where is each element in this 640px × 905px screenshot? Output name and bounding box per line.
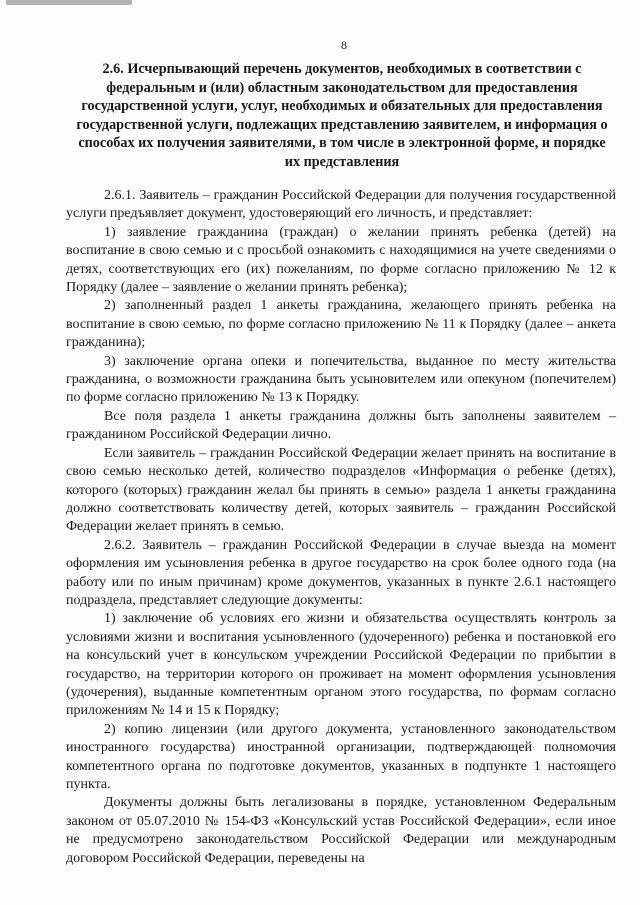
list-item-questionnaire: 2) заполненный раздел 1 анкеты гражданина, желающего принять ребенка на воспитание в свою семью, по форме согласно приложению № 11 к Порядку (далее – анкета гражданина); — [66, 298, 616, 351]
list-item-license-copy: 2) копию лицензии (или другого документа, установленного законодательством иностранного государства) иностранной организации, подтверждающей полномочия компетентного органа по подготовке документов, указанных в подпункте 1 настоящего пункта. — [66, 721, 616, 792]
paragraph-2-6-2: 2.6.2. Заявитель – гражданин Российской Федерации в случае выезда на момент оформления им усыновления ребенка в другое государство на срок более одного года (на работу или по иным причинам) кроме документов, указанных в пункте 2.6.1 настоящего подраздела, представляет следующие документы: — [66, 537, 616, 608]
list-item-living-conditions: 1) заключение об условиях его жизни и обязательства осуществлять контроль за условиями жизни и воспитания усыновленного (удочеренного) ребенка и постановкой его на консульский учет в консульском учреждении Российской Федерации по прибытии в государство, на территории которого он проживает на момент оформления усыновления (удочерения), выданные компетентным органом этого государства, по формам согласно приложениям № 14 и 15 к Порядку; — [66, 611, 616, 719]
section-body — [66, 187, 616, 868]
section-heading: 2.6. Исчерпывающий перечень документов, необходимых в соответствии с федеральным и (или) областным законодательством для предоставления государственной услуги, услуг, необходимых и обязательных для предоставления государственной услуги, подлежащих представлению заявителем, и информация о способах их получения заявителями, в том числе в электронной форме, и порядке их представления — [76, 61, 608, 170]
paragraph-fields-requirement: Все поля раздела 1 анкеты гражданина должны быть заполнены заявителем – гражданином Российской Федерации лично. — [66, 408, 616, 443]
list-item-application: 1) заявление гражданина (граждан) о желании принять ребенка (детей) на воспитание в свою семью и с просьбой ознакомить с находящимися на учете сведениями о детях, соответствующих его (их) пожеланиям, по форме согласно приложению № 12 к Порядку (далее – заявление о желании принять ребенка); — [66, 224, 616, 296]
page-number: 8 — [341, 38, 347, 52]
paragraph-legalization: Документы должны быть легализованы в порядке, установленном Федеральным законом от 05.07.2010 № 154-ФЗ «Консульский устав Российской Федерации», если иное не предусмотрено законодательством Российской Федерации или международным договором Российской Федерации, переведены на — [66, 795, 616, 866]
list-item-guardianship-conclusion: 3) заключение органа опеки и попечительства, выданное по месту жительства гражданина, о возможности гражданина быть усыновителем или опекуном (попечителем) по форме согласно приложению № 13 к Порядку. — [66, 353, 616, 406]
paragraph-several-children: Если заявитель – гражданин Российской Федерации желает принять на воспитание в свою семью несколько детей, количество подразделов «Информация о ребенке (детях), которого (которых) гражданин желал бы принять в семью» раздела 1 анкеты гражданина должно соответствовать количеству детей, которых заявитель – гражданин Российской Федерации желает принять в семью. — [66, 445, 616, 535]
paragraph-2-6-1: 2.6.1. Заявитель – гражданин Российской Федерации для получения государственной услуги предъявляет документ, удостоверяющий его личность, и представляет: — [66, 188, 616, 222]
scan-edge-mark — [6, 0, 132, 5]
